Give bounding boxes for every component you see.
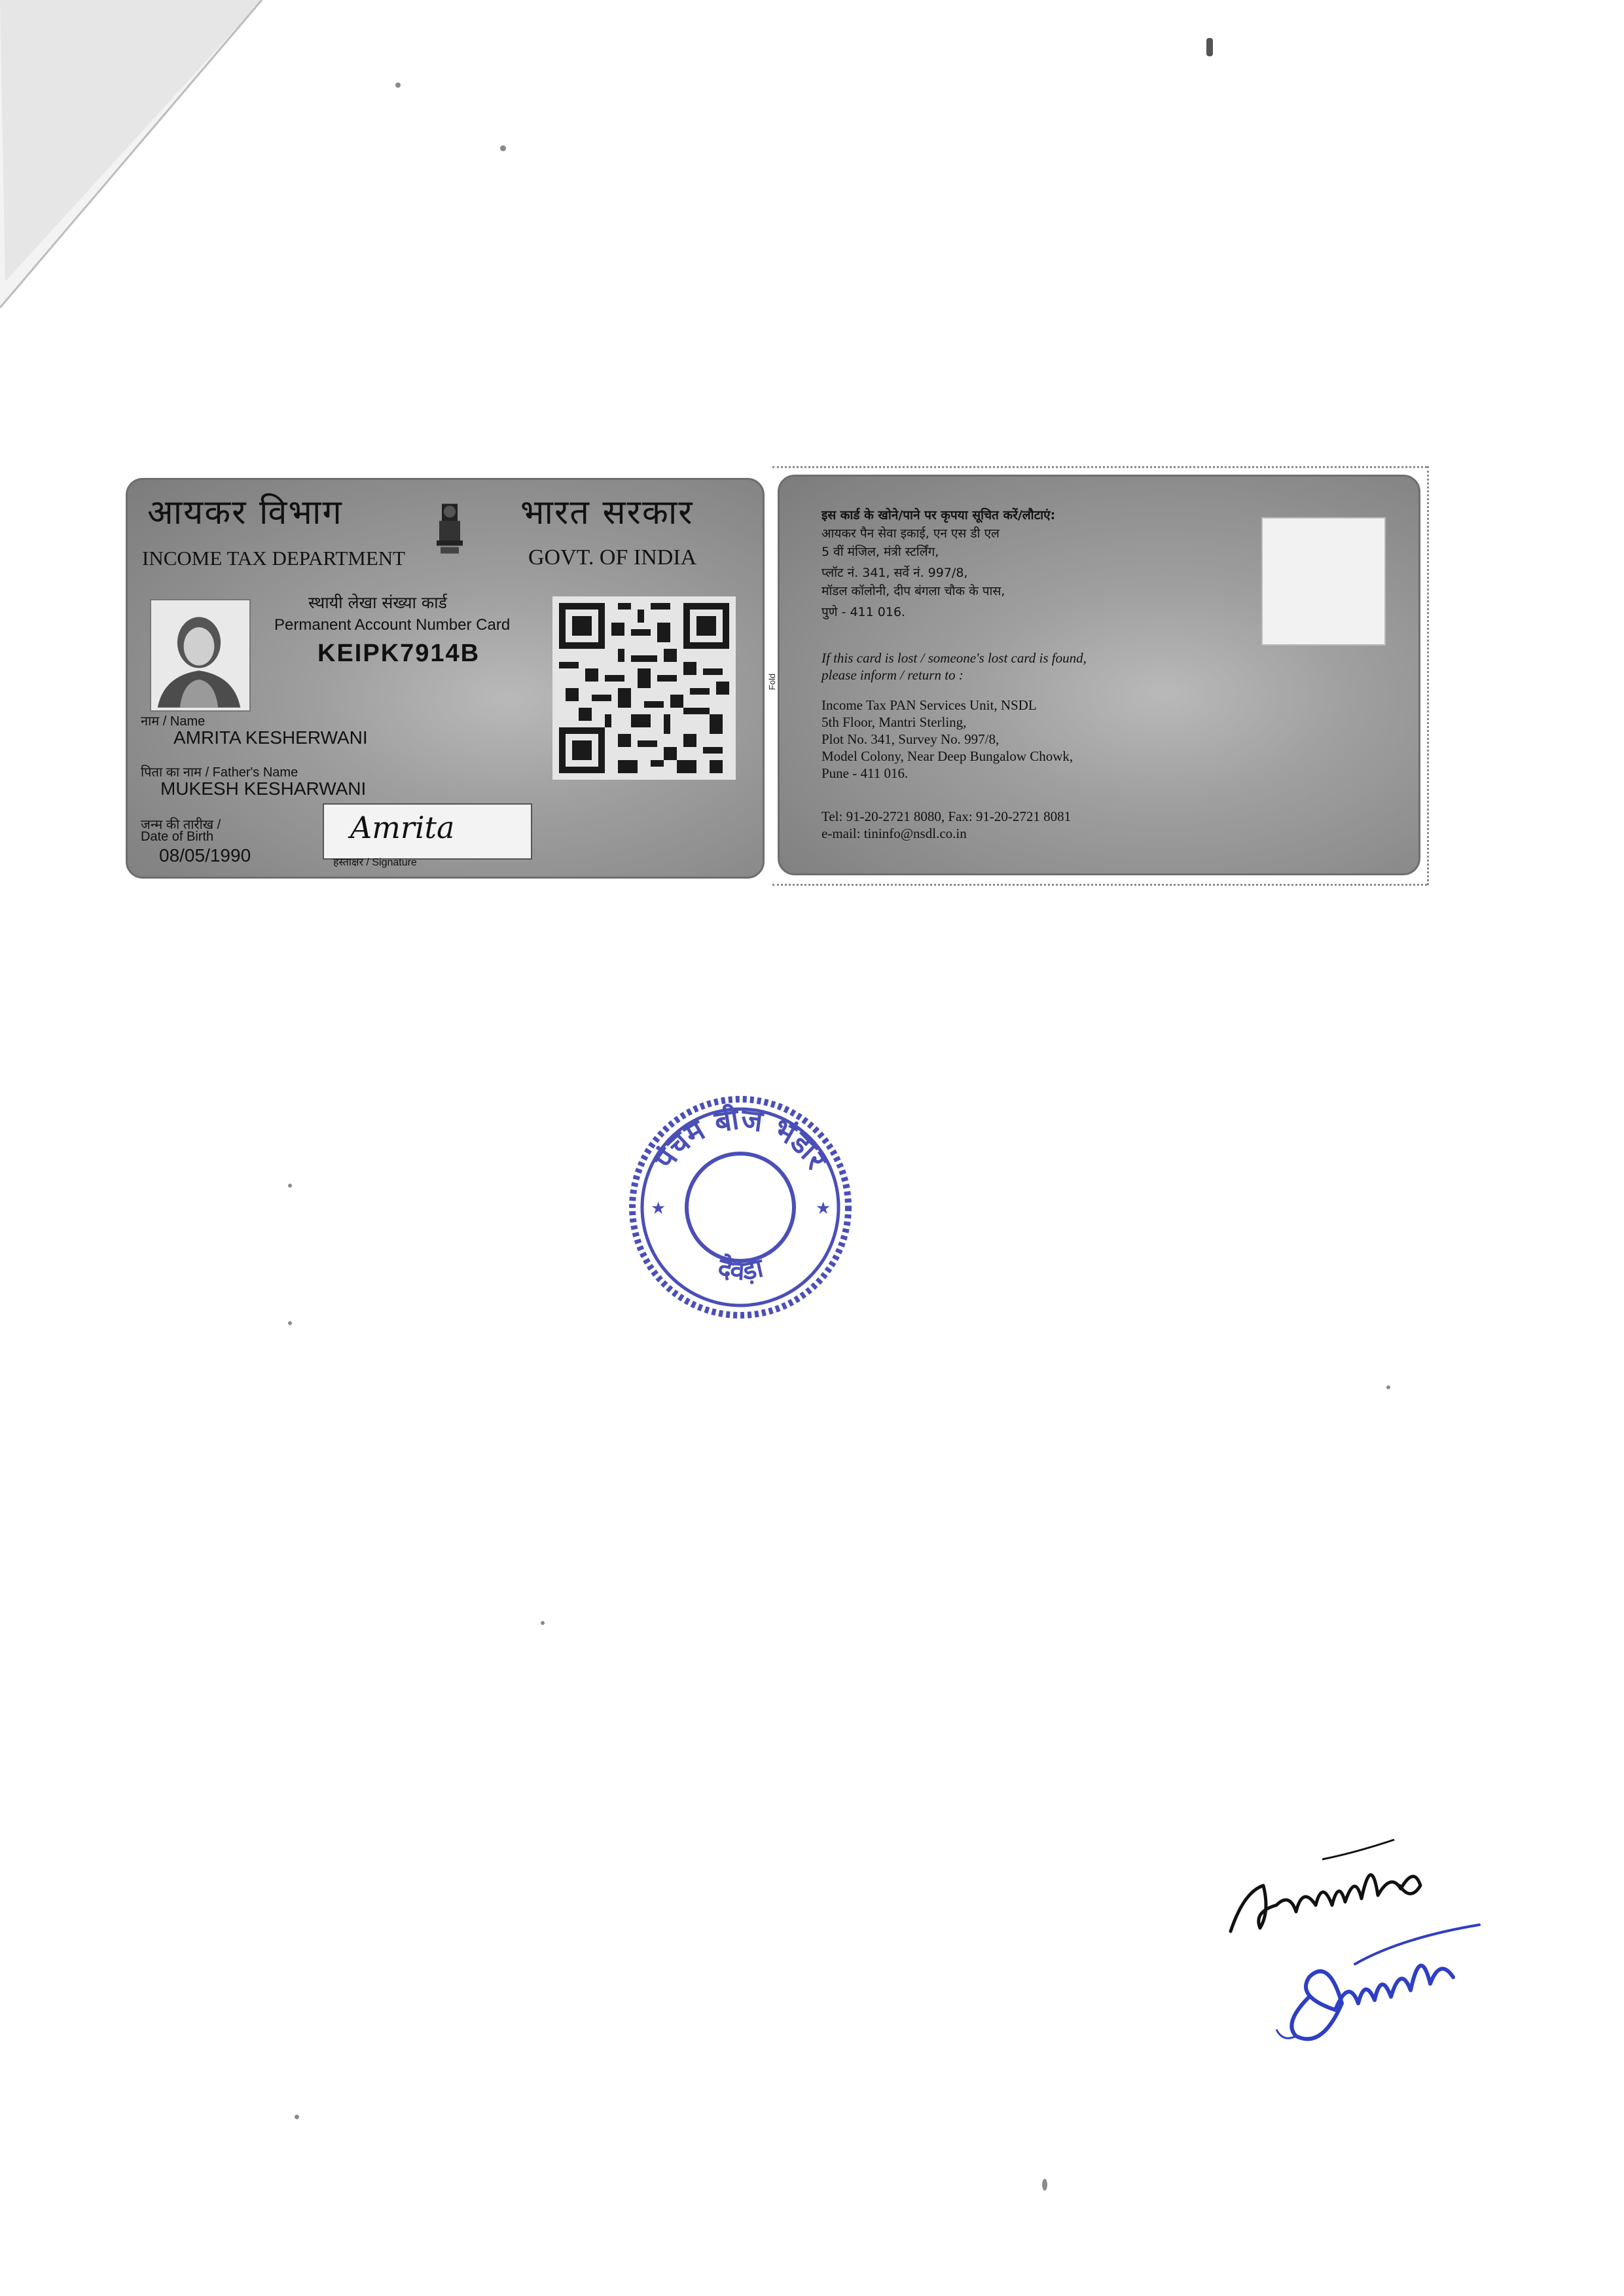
portrait-icon [151,600,247,708]
pan-number: KEIPK7914B [317,640,480,667]
pan-card-front [126,478,765,879]
back-hindi-line-1: इस कार्ड के खोने/पाने पर कृपया सूचित करें/लौटाएं: [821,508,1056,522]
pan-card-back [778,475,1420,875]
hologram-patch [1261,517,1386,646]
dob-label-hindi: जन्म की तारीख / [141,818,221,832]
signature-label: हस्ताक्षर / Signature [333,857,417,868]
card-title-hindi: स्थायी लेखा संख्या कार्ड [308,593,447,612]
stamp-star-icon: ★ [816,1199,831,1218]
scan-speck [288,1321,292,1325]
scan-speck [541,1621,545,1625]
rubber-stamp [627,1085,854,1321]
back-address-line-4: Model Colony, Near Deep Bungalow Chowk, [821,748,1074,764]
back-hindi-line-3: 5 वीं मंजिल, मंत्री स्टर्लिंग, [821,545,939,559]
card-title-english: Permanent Account Number Card [274,616,511,634]
back-contact-email: e-mail: tininfo@nsdl.co.in [821,826,967,841]
cut-line-right [1427,466,1429,885]
father-name-value: MUKESH KESHARWANI [160,778,367,799]
scan-speck [500,145,506,151]
dept-english: INCOME TAX DEPARTMENT [142,547,406,570]
back-address-line-1: Income Tax PAN Services Unit, NSDL [821,697,1037,713]
fold-label: Fold [767,673,777,690]
back-hindi-line-2: आयकर पैन सेवा इकाई, एन एस डी एल [821,526,1000,541]
stamp-star-icon: ★ [651,1199,666,1218]
scan-speck [295,2115,299,2119]
back-hindi-line-5: मॉडल कॉलोनी, दीप बंगला चौक के पास, [821,584,1005,598]
cut-line-bottom [772,884,1427,886]
back-lost-card-line-2: please inform / return to : [821,667,964,683]
scan-speck [1206,38,1213,56]
back-address-line-2: 5th Floor, Mantri Sterling, [821,714,967,730]
back-hindi-line-6: पुणे - 411 016. [821,605,906,619]
folded-page-corner [0,0,275,340]
dob-label-english: Date of Birth [141,829,214,844]
dept-hindi: आयकर विभाग [147,493,343,532]
back-hindi-line-4: प्लॉट नं. 341, सर्वे नं. 997/8, [821,566,968,580]
back-address-line-5: Pune - 411 016. [821,765,909,781]
name-label: नाम / Name [141,714,206,729]
cardholder-photo [150,599,251,712]
scan-speck [288,1184,292,1188]
scan-speck [1042,2179,1047,2191]
national-emblem-icon [430,500,469,562]
stamp-place: देवड़ा [714,1252,767,1287]
father-name-label: पिता का नाम / Father's Name [141,765,298,780]
cut-line-top [772,466,1427,468]
scan-speck [1386,1385,1390,1389]
dob-value: 08/05/1990 [159,845,251,866]
cardholder-signature: Amrita [350,810,455,845]
qr-code [550,596,738,780]
name-value: AMRITA KESHERWANI [173,727,368,748]
signature-box [323,803,532,860]
back-lost-card-line-1: If this card is lost / someone's lost card is found, [821,650,1087,666]
signature-blue [1270,1899,1486,2049]
scan-speck [395,82,401,88]
govt-hindi: भारत सरकार [520,493,694,532]
govt-english: GOVT. OF INDIA [528,545,697,570]
back-address-line-3: Plot No. 341, Survey No. 997/8, [821,731,1000,747]
stamp-text: पंचम बीज भंडार [647,1102,833,1175]
back-contact-phone: Tel: 91-20-2721 8080, Fax: 91-20-2721 8081 [821,809,1072,824]
